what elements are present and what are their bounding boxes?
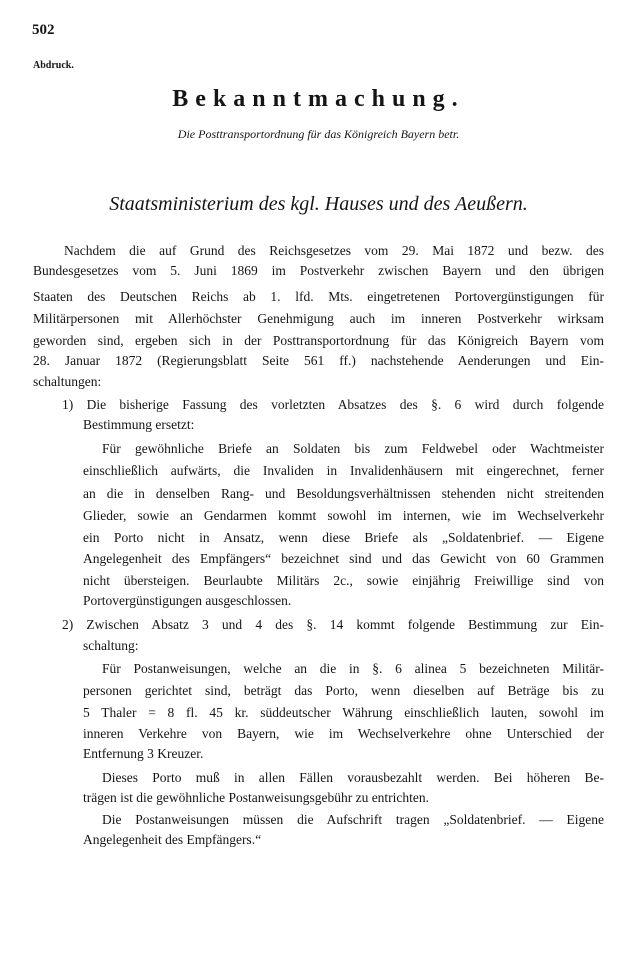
text-line: Angelegenheit des Empfängers“ bezeichnet sind und das Gewicht von 60 Grammen: [83, 551, 604, 566]
subtitle: Die Posttransportordnung für das Königreich Bayern betr.: [177, 127, 460, 141]
text-line: ein Porto nicht in Ansatz, wenn diese Briefe als „Soldatenbrief. — Eigene: [83, 530, 604, 545]
text-line: personen gerichtet sind, beträgt das Porto, wenn dieselben auf Beträge bis zu: [83, 683, 604, 698]
text-line: Für Postanweisungen, welche an die in §. 6 alinea 5 bezeichneten Militär-: [102, 661, 604, 676]
text-line: Dieses Porto muß in allen Fällen vorausbezahlt werden. Bei höheren Be-: [102, 770, 604, 785]
text-line: Für gewöhnliche Briefe an Soldaten bis zum Feldwebel oder Wachtmeister: [102, 441, 604, 456]
text-line: Entfernung 3 Kreuzer.: [83, 746, 204, 761]
text-line: Nachdem die auf Grund des Reichsgesetzes vom 29. Mai 1872 und bezw. des: [64, 243, 604, 258]
ministry-heading: Staatsministerium des kgl. Hauses und des Aeußern.: [109, 193, 528, 215]
text-line: inneren Verkehre von Bayern, wie im Wechselverkehre ohne Unterschied der: [83, 726, 604, 741]
text-line: Bundesgesetzes vom 5. Juni 1869 im Postverkehr zwischen Bayern und den übrigen: [33, 263, 604, 278]
text-line: Die Postanweisungen müssen die Aufschrift tragen „Soldatenbrief. — Eigene: [102, 812, 604, 827]
text-line: 1) Die bisherige Fassung des vorletzten Absatzes des §. 6 wird durch folgende: [62, 397, 604, 412]
text-line: Staaten des Deutschen Reichs ab 1. lfd. Mts. eingetretenen Portovergünstigungen für: [33, 289, 604, 304]
text-line: nicht übersteigen. Beurlaubte Militärs 2c., sowie einjährig Freiwillige sind von: [83, 573, 604, 588]
text-line: 28. Januar 1872 (Regierungsblatt Seite 561 ff.) nachstehende Aenderungen und Ein-: [33, 353, 604, 368]
text-line: Bestimmung ersetzt:: [83, 417, 195, 432]
text-line: Militärpersonen mit Allerhöchster Genehmigung auch im inneren Postverkehr wirksam: [33, 311, 604, 326]
text-line: an die in denselben Rang- und Besoldungsverhältnissen stehenden nicht streitenden: [83, 486, 604, 501]
text-line: Angelegenheit des Empfängers.“: [83, 832, 262, 847]
page-title: Bekanntmachung.: [172, 86, 465, 112]
text-line: 5 Thaler = 8 fl. 45 kr. süddeutscher Währung einschließlich lauten, sowohl im: [83, 705, 604, 720]
text-line: 2) Zwischen Absatz 3 und 4 des §. 14 kommt folgende Bestimmung zur Ein-: [62, 617, 604, 632]
text-line: Portovergünstigungen ausgeschlossen.: [83, 593, 292, 608]
text-line: trägen ist die gewöhnliche Postanweisungsgebühr zu entrichten.: [83, 790, 430, 805]
page-number: 502: [32, 22, 55, 38]
text-line: Glieder, sowie an Gendarmen kommt sowohl im internen, wie im Wechselverkehr: [83, 508, 604, 523]
text-line: geworden sind, ergeben sich in der Posttransportordnung für das Königreich Bayern vom: [33, 333, 604, 348]
text-line: einschließlich aufwärts, die Invaliden in Invalidenhäusern mit eingerechnet, ferner: [83, 463, 604, 478]
copy-note: Abdruck.: [33, 60, 74, 71]
text-line: schaltung:: [83, 638, 139, 653]
text-line: schaltungen:: [33, 374, 102, 389]
